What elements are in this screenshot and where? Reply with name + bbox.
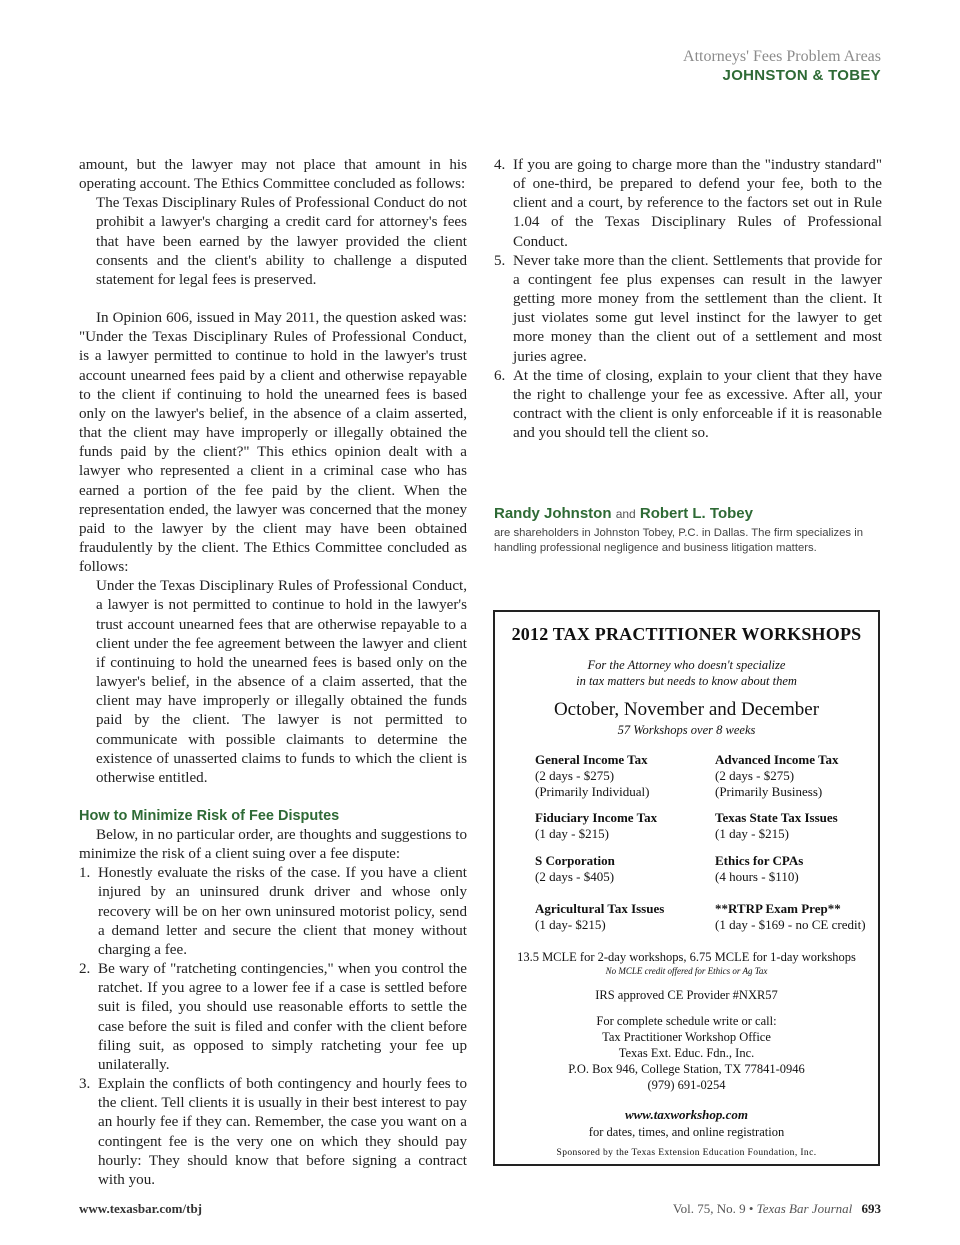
ad-months: October, November and December [553, 699, 820, 720]
workshop-item: Ethics for CPAs (4 hours - $110) [715, 853, 804, 884]
paragraph-opinion-606: In Opinion 606, issued in May 2011, the question asked was: "Under the Texas Disciplinary Rules of Professional Conduct, is a lawyer permitted to continue to hold in the lawyer's trust account unearned fees paid by a client and otherwise repayable to the client if continuing to hold the unearned fees is based only on the lawyer's belief, in the absence of a claim asserted, that the client may have improperly or illegally obtained the funds paid by the client?" This ethics opinion dealt with a lawyer who represented a client in a criminal case who has earned a portion of the fee paid by the client. When the representation ended, the lawyer was concerned that the money paid to the lawyer by the client may have been obtained fraudulently by the client. The Ethics Committee concluded as follows: [79, 310, 467, 576]
workshop-item: General Income Tax (2 days - $275) (Primarily Individual) [535, 752, 650, 799]
block-quote-opinion-606: Under the Texas Disciplinary Rules of Professional Conduct, a lawyer is not permitted to continue to hold in the lawyer's trust account unearned fees that are otherwise repayable to a client under the fee agreement between the lawyer and client if continuing to hold the unearned fees is based only on the lawyer's belief, in the absence of a claim asserted, that the client may have improperly or illegally obtained the funds paid by the client. The lawyer is not permitted to communicate with possible claimants to determine the existence of unasserted claims to funds to which the client is otherwise entitled. [96, 578, 467, 786]
ad-subtitle: For the Attorney who doesn't specialize in tax matters but needs to know about them [576, 658, 797, 688]
author-bio [494, 504, 884, 556]
advertisement-box [493, 610, 880, 1166]
footer-folio [673, 1201, 881, 1217]
website-link[interactable]: www.taxworkshop.com [624, 1107, 749, 1122]
left-column [79, 156, 467, 1190]
workshop-item: Fiduciary Income Tax (1 day - $215) [535, 810, 658, 841]
author-name-2: Robert L. Tobey [639, 505, 753, 522]
ad-title: 2012 TAX PRACTITIONER WORKSHOPS [511, 624, 862, 644]
list-item: 4. If you are going to charge more than the "industry standard" of one-third, be prepared to defend your fee, both to the client and a court, by reference to the factors set out in Rule 1.04 of the Texas Disciplinary Rules of Professional Conduct. [494, 157, 882, 250]
workshop-item: Texas State Tax Issues (1 day - $215) [715, 810, 838, 841]
website-caption: for dates, times, and online registration [588, 1125, 785, 1139]
author-name-1: Randy Johnston [494, 505, 612, 522]
right-column [494, 156, 882, 443]
paragraph-intro-tips: Below, in no particular order, are thoughts and suggestions to minimize the risk of a client suing over a fee dispute: [79, 827, 467, 863]
header-authors: JOHNSTON & TOBEY [722, 67, 881, 84]
bullet-separator: • [748, 1201, 754, 1216]
sponsor-line: Sponsored by the Texas Extension Education Foundation, Inc. [556, 1148, 817, 1158]
bio-text: are shareholders in Johnston Tobey, P.C. in Dallas. The firm specializes in handling professional negligence and business litigation matters. [494, 527, 864, 554]
workshop-item: Agricultural Tax Issues (1 day- $215) [535, 901, 665, 932]
list-item: 2. Be wary of "ratcheting contingencies," when you control the ratchet. If you agree to a lower fee if a case is settled before suit is filed, you should use reasonable efforts to settle the case before the suit is filed and confer with the client before filing suit, as opposed to simply ratcheting your fee up unilaterally. [79, 961, 467, 1073]
footer-url[interactable]: www.texasbar.com/tbj [79, 1201, 203, 1216]
section-kicker: Attorneys' Fees Problem Areas [683, 48, 881, 65]
workshop-item: S Corporation (2 days - $405) [535, 853, 615, 884]
list-item: 3. Explain the conflicts of both contingency and hourly fees to the client. Tell clients it is usually in their best interest to pay an hourly fee if they can. Remember, the case you want on a contingent fee is the very one on which they should pay hourly: They should know that before signing a contract with you. [79, 1076, 467, 1188]
magazine-title: Texas Bar Journal [756, 1201, 853, 1216]
paragraph-continuation: amount, but the lawyer may not place that amount in his operating account. The Ethics Committee concluded as follows: [79, 157, 467, 193]
workshop-item: **RTRP Exam Prep** (1 day - $169 - no CE credit) [715, 901, 866, 932]
mcle-note: 13.5 MCLE for 2-day workshops, 6.75 MCLE for 1-day workshops [517, 950, 856, 964]
list-item: 1. Honestly evaluate the risks of the case. If you have a client injured by an uninsured drunk driver and whose only recovery will be on her own uninsured motorist policy, send a demand letter and secure the client that money without charging a fee. [79, 865, 467, 958]
block-quote-opinion: The Texas Disciplinary Rules of Professional Conduct do not prohibit a lawyer's charging a credit card for attorney's fees that have been earned by the lawyer provided the client consents and the client's ability to challenge a disputed statement for legal fees is preserved. [96, 195, 467, 288]
no-mcle-note: No MCLE credit offered for Ethics or Ag Tax [605, 966, 768, 976]
tips-list-left [79, 864, 467, 1190]
ad-count: 57 Workshops over 8 weeks [617, 723, 756, 737]
page-number: 693 [861, 1201, 881, 1216]
contact-info: For complete schedule write or call: Tax Practitioner Workshop Office Texas Ext. Educ. Fdn., Inc. P.O. Box 946, College Station, TX 77841-0946 (979) 691-0254 [568, 1014, 805, 1092]
list-item: 6. At the time of closing, explain to your client that they have the right to challenge your fee as excessive. After all, your contract with the client is only enforceable if it is reasonable and you should tell the client so. [494, 367, 882, 442]
workshop-grid [495, 752, 878, 950]
running-header [683, 47, 881, 85]
author-names: Randy Johnston and Robert L. Tobey [494, 505, 753, 522]
volume-issue: Vol. 75, No. 9 [672, 1201, 746, 1216]
workshop-item: Advanced Income Tax (2 days - $275) (Primarily Business) [715, 752, 839, 799]
list-item: 5. Never take more than the client. Settlements that provide for a contingent fee plus expenses can result in the lawyer getting more money from the settlement than the client. It just violates some gut level instinct for the lawyer to get more money than the client out of a settlement and most juries agree. [494, 252, 882, 365]
section-heading: How to Minimize Risk of Fee Disputes [79, 808, 340, 824]
irs-provider: IRS approved CE Provider #NXR57 [595, 988, 778, 1002]
tips-list-right [494, 156, 882, 443]
